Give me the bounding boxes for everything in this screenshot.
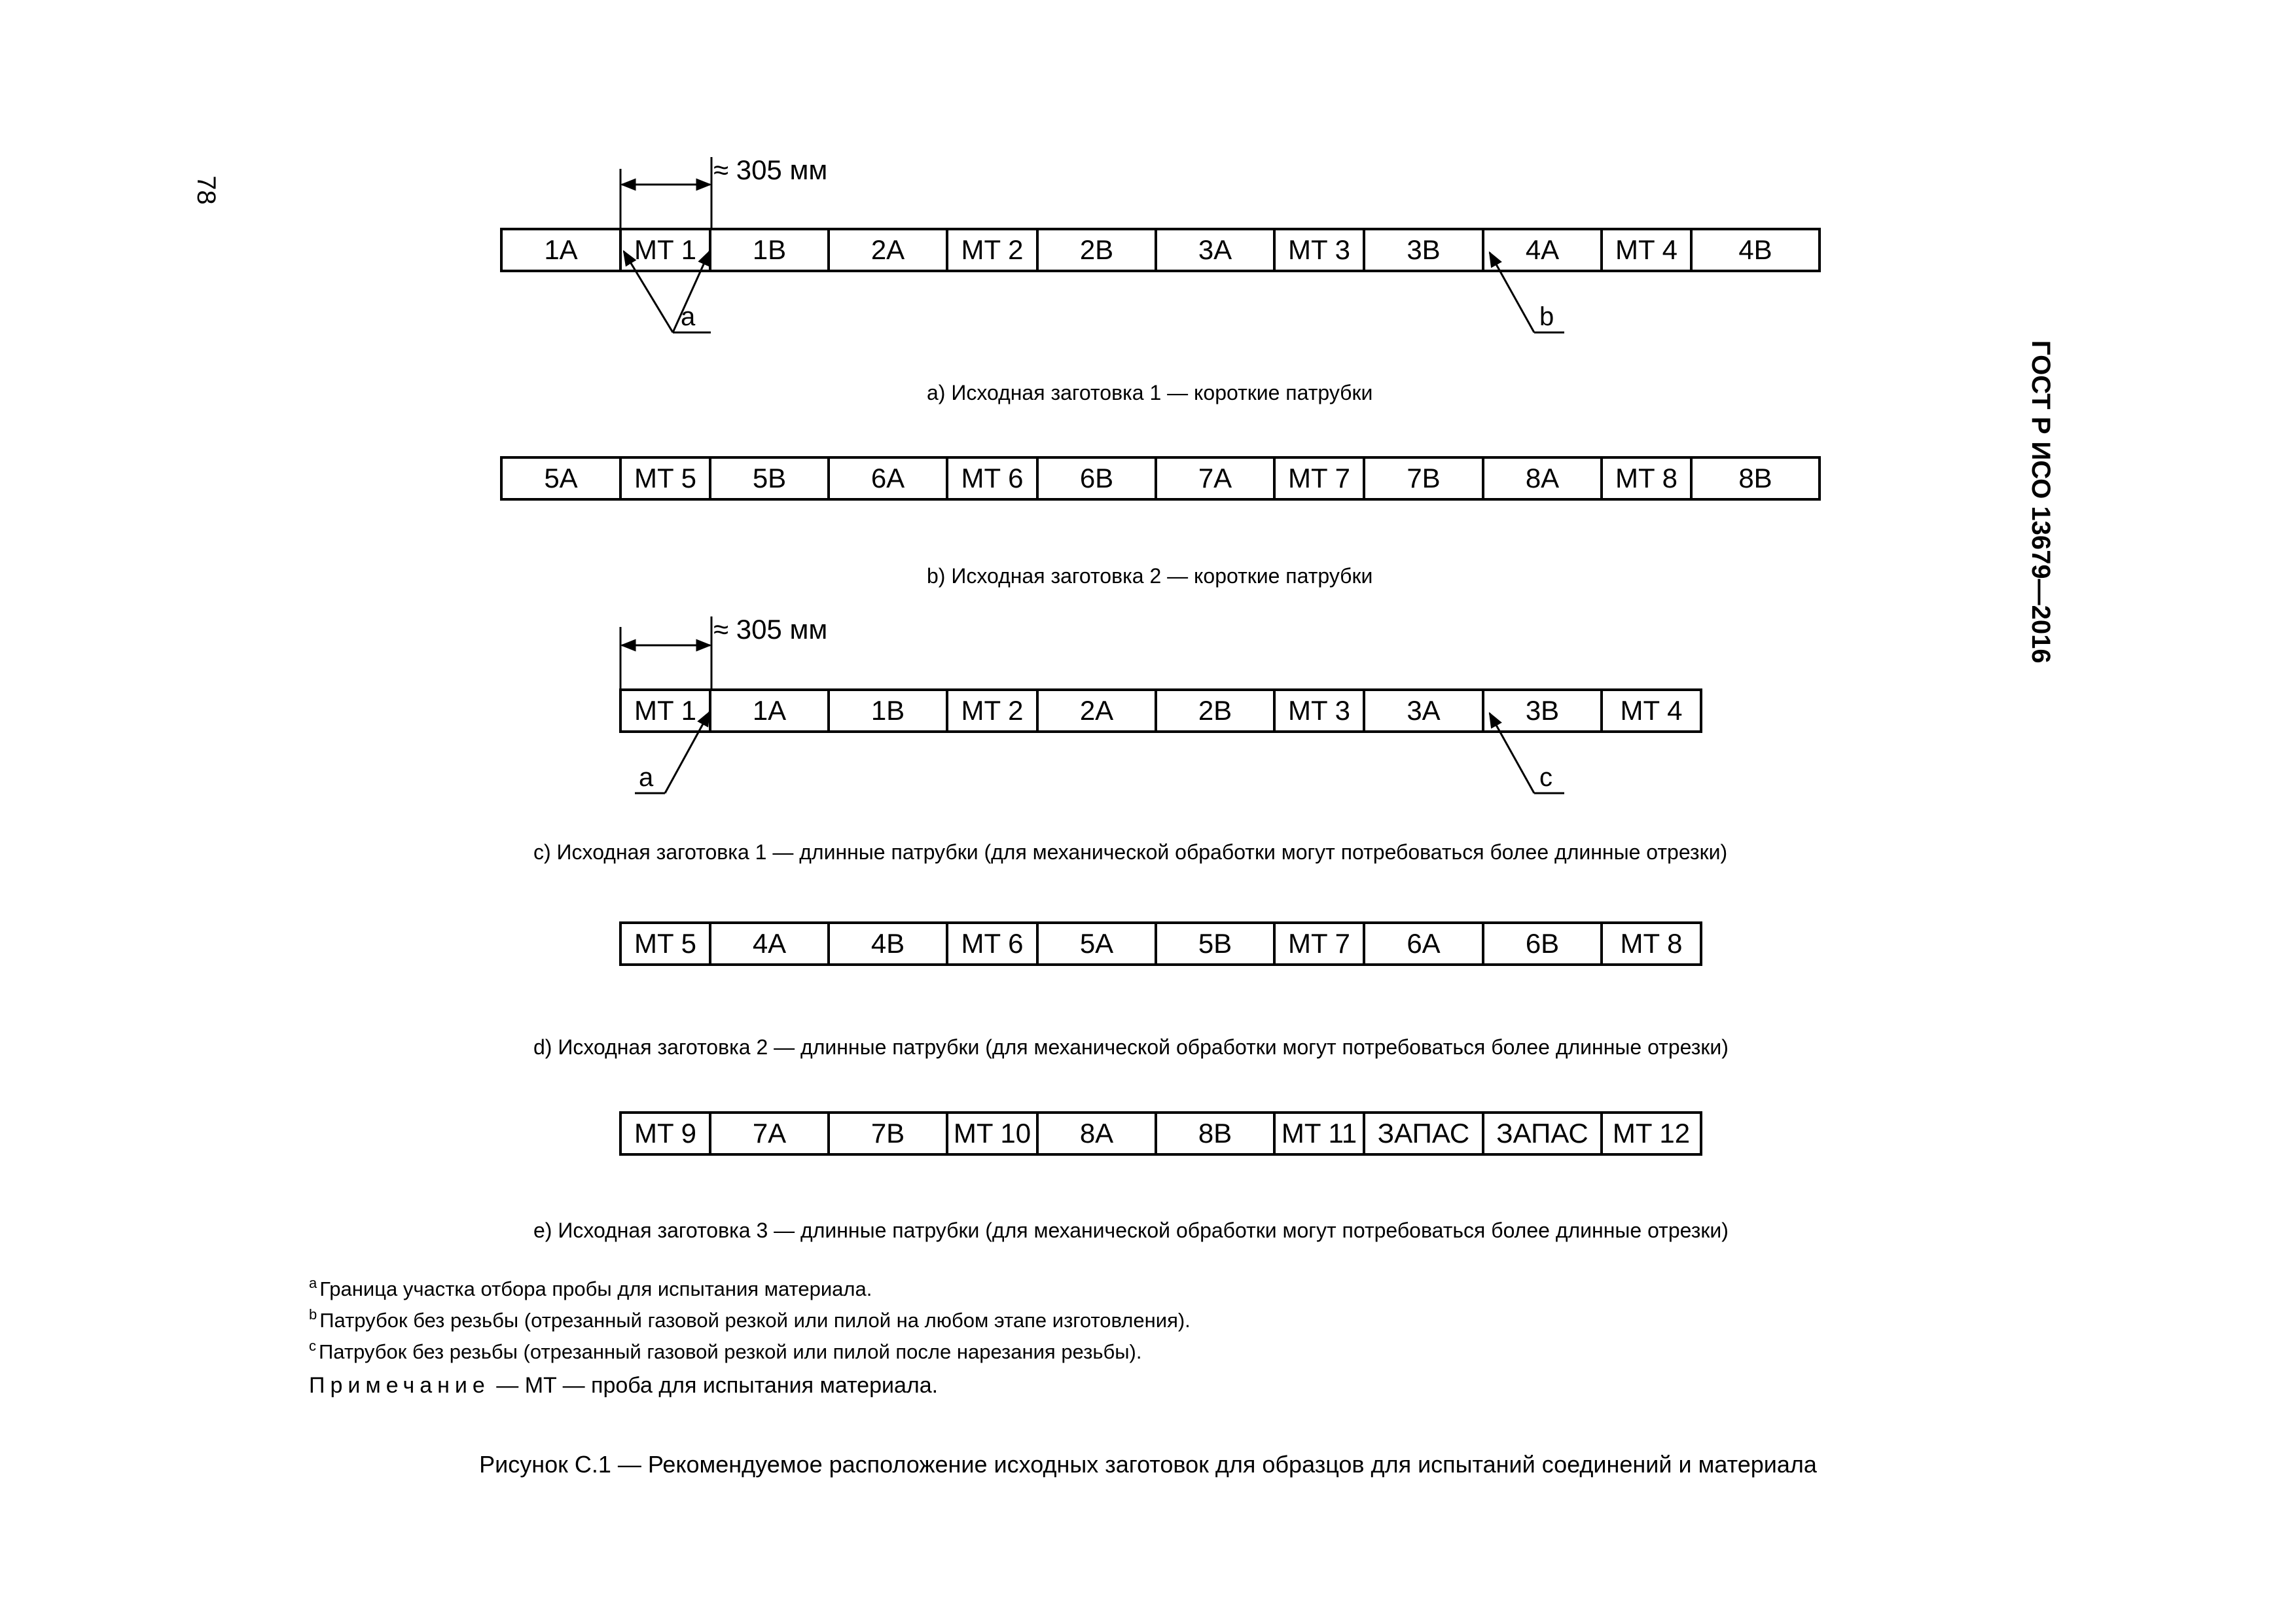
strip-e-cell: 7A <box>711 1114 830 1153</box>
strip-a-cell: 4B <box>1738 234 1772 265</box>
strip-e-cell: ЗАПАС <box>1365 1114 1484 1153</box>
strip-b-cell: MT 5 <box>622 459 711 498</box>
document-code: ГОСТ Р ИСО 13679—2016 <box>2026 340 2055 664</box>
strip-a-cell: 1B <box>711 230 830 270</box>
strip-d-cell: 6A <box>1365 924 1484 963</box>
strip-e-cell: 7B <box>830 1114 948 1153</box>
strip-b-cell: 8A <box>1484 459 1603 498</box>
strip-b-cell: 7A <box>1157 459 1276 498</box>
note <box>309 1373 938 1399</box>
strip-e-cell: ЗАПАС <box>1484 1114 1603 1153</box>
callout-b: b <box>1539 302 1554 331</box>
strip-c-cell: 1A <box>711 691 830 730</box>
strip-c-cell: 1B <box>830 691 948 730</box>
strip-a-cell: 3A <box>1157 230 1276 270</box>
figure-title: Рисунок С.1 — Рекомендуемое расположение исходных заготовок для образцов для испытаний соединений и материала <box>479 1451 1817 1478</box>
dimension-label-middle: ≈ 305 мм <box>713 614 828 645</box>
strip-b-cell: 6A <box>830 459 948 498</box>
footnote-b <box>309 1306 1191 1332</box>
caption-a: a) Исходная заготовка 1 — короткие патрубки <box>927 381 1373 404</box>
page-number: 78 <box>191 175 221 205</box>
strip-d-cell: 6B <box>1484 924 1603 963</box>
strip-c-cell: MT 1 <box>622 691 711 730</box>
strip-a-cell: 2A <box>830 230 948 270</box>
strip-e-cell: MT 11 <box>1276 1114 1365 1153</box>
strip-b-cell: MT 8 <box>1603 459 1693 498</box>
strip-b-cell: MT 7 <box>1276 459 1365 498</box>
strip-a-cell: 2B <box>1039 230 1157 270</box>
strip-c-cell: MT 3 <box>1276 691 1365 730</box>
strip-c-cell: 2B <box>1157 691 1276 730</box>
dimension-label-top: ≈ 305 мм <box>713 154 828 185</box>
footnote-mark: c <box>309 1338 316 1354</box>
strip-d-cell: 5A <box>1039 924 1157 963</box>
strip-d-cell: MT 7 <box>1276 924 1365 963</box>
strip-e-cell: MT 12 <box>1612 1118 1691 1149</box>
strip-c-cell: 3A <box>1365 691 1484 730</box>
strip-c-cell: MT 2 <box>948 691 1039 730</box>
note-text: — MT — проба для испытания материала. <box>490 1373 939 1398</box>
strip-b-cell: 5A <box>503 459 622 498</box>
footnote-text: Патрубок без резьбы (отрезанный газовой резкой или пилой на любом этапе изготовления). <box>319 1309 1191 1332</box>
strip-d-cell: 5B <box>1157 924 1276 963</box>
caption-d: d) Исходная заготовка 2 — длинные патрубки (для механической обработки могут потребоваться более длинные отрезки) <box>533 1035 1729 1059</box>
strip-d-cell: MT 5 <box>622 924 711 963</box>
footnote-text: Граница участка отбора пробы для испытания материала. <box>319 1277 872 1300</box>
strip-e-cell: 8B <box>1157 1114 1276 1153</box>
note-label: Примечание <box>309 1373 490 1398</box>
callout-a-middle: a <box>639 763 654 792</box>
strip-d-cell: MT 6 <box>948 924 1039 963</box>
strip-e-cell: 8A <box>1039 1114 1157 1153</box>
strip-b-cell: 6B <box>1039 459 1157 498</box>
footnote-c <box>309 1340 1141 1364</box>
strip-c-cell: MT 4 <box>1620 695 1683 726</box>
caption-c: c) Исходная заготовка 1 — длинные патрубки (для механической обработки могут потребоваться более длинные отрезки) <box>533 840 1728 864</box>
strip-c-cell: 2A <box>1039 691 1157 730</box>
strip-e-cell: MT 10 <box>948 1114 1039 1153</box>
callout-a-top: a <box>681 302 696 331</box>
strip-a-cell: MT 3 <box>1276 230 1365 270</box>
strip-a-cell: MT 2 <box>948 230 1039 270</box>
strip-d-cell: 4A <box>711 924 830 963</box>
strip-c-cell: 3B <box>1484 691 1603 730</box>
footnote-a <box>309 1277 872 1301</box>
strip-a-cell: MT 1 <box>622 230 711 270</box>
strip-a-cell: MT 4 <box>1603 230 1693 270</box>
strip-a-cell: 3B <box>1365 230 1484 270</box>
strip-d-cell: 4B <box>830 924 948 963</box>
callout-c: c <box>1539 763 1552 792</box>
caption-b: b) Исходная заготовка 2 — короткие патрубки <box>927 564 1373 588</box>
strip-a-cell: 4A <box>1484 230 1603 270</box>
footnote-mark: b <box>309 1306 317 1323</box>
caption-e: e) Исходная заготовка 3 — длинные патрубки (для механической обработки могут потребоваться более длинные отрезки) <box>533 1219 1729 1242</box>
strip-b-cell: MT 6 <box>948 459 1039 498</box>
strip-b-cell: 5B <box>711 459 830 498</box>
strip-b-cell: 7B <box>1365 459 1484 498</box>
strip-a-cell: 1A <box>503 230 622 270</box>
footnote-mark: a <box>309 1275 317 1291</box>
strip-d-cell: MT 8 <box>1620 928 1683 959</box>
strip-b-cell: 8B <box>1738 463 1772 493</box>
footnote-text: Патрубок без резьбы (отрезанный газовой резкой или пилой после нарезания резьбы). <box>319 1340 1142 1363</box>
strip-e-cell: MT 9 <box>622 1114 711 1153</box>
